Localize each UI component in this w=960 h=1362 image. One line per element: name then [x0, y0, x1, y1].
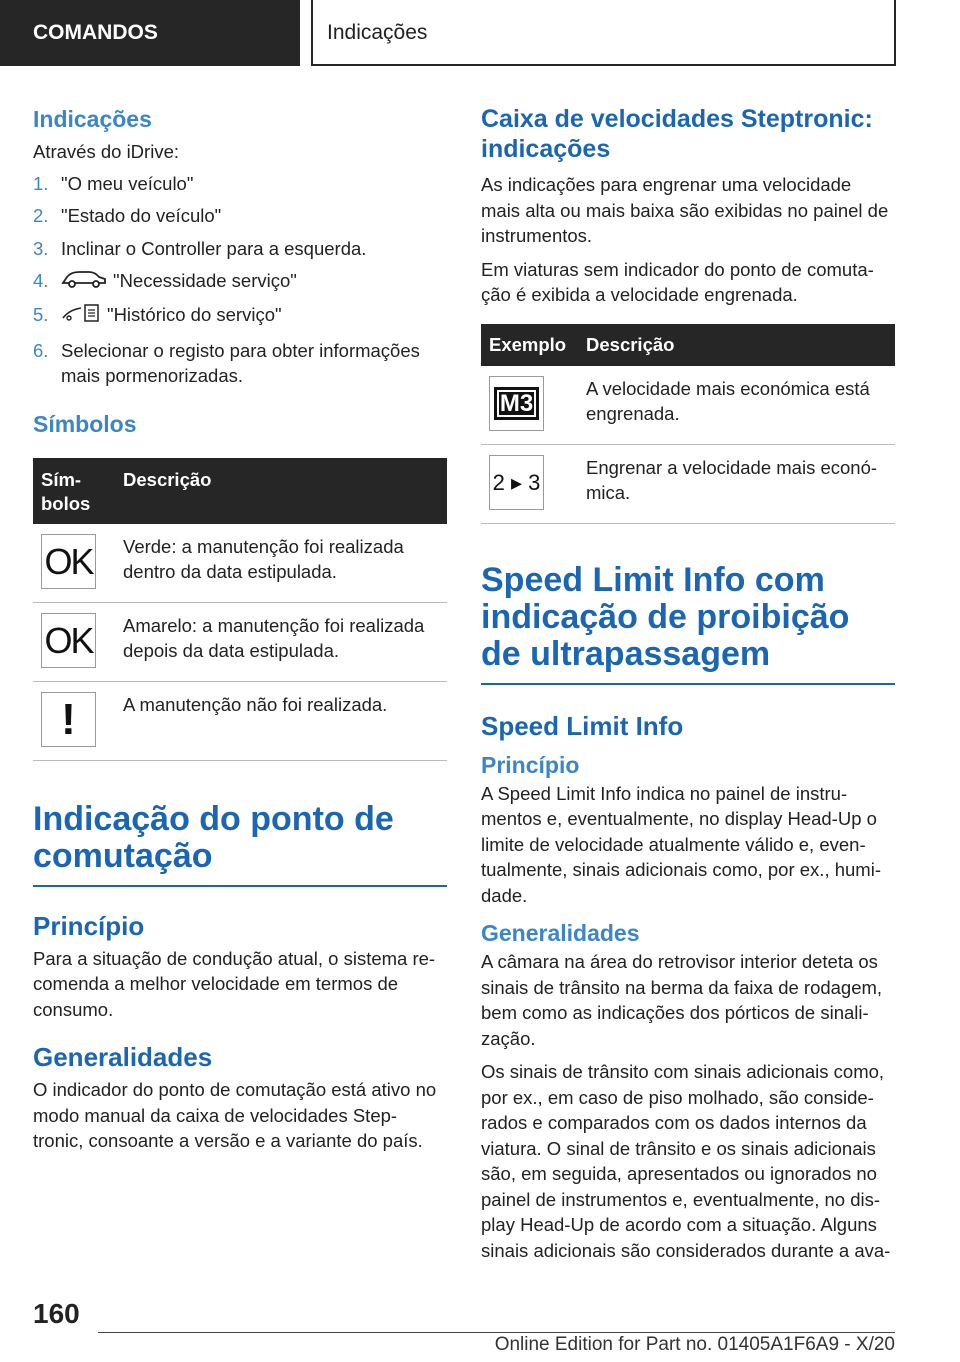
page-header [0, 0, 960, 66]
ok-green-icon: OK [41, 534, 96, 589]
list-item: 5. "Histórico do serviço" [33, 302, 447, 331]
step-list [33, 171, 447, 389]
heading-steptronic: Caixa de velocidades Steptronic: indicações [481, 105, 873, 163]
heading-shift-indicator: Indicação do ponto de comutação [33, 801, 447, 887]
footer-edition: Online Edition for Part no. 01405A1F6A9 - X/20 [494, 1334, 895, 1355]
heading-simbolos: Símbolos [33, 410, 137, 437]
gear-m3-icon: M3 [489, 376, 544, 431]
symbols-table [33, 458, 447, 761]
heading-generalidades: Generalidades [33, 1042, 213, 1073]
gear-shift-2-3-icon: 2 ▸ 3 [489, 455, 544, 510]
table-header-description: Descrição [115, 458, 447, 524]
page-number: 160 [33, 1298, 80, 1329]
ok-yellow-icon: OK [41, 613, 96, 668]
right-column [481, 104, 895, 1263]
heading-speed-limit: Speed Limit Info com indicação de proibição de ultrapassagem [481, 562, 895, 685]
car-service-icon [61, 269, 107, 296]
principio-text: Para a situação de condução atual, o sistema re-comenda a melhor velocidade em termos de consumo. [33, 947, 436, 1020]
speedlimit-generalidades-text-2: Os sinais de trânsito com sinais adicionais como, por ex., em caso de piso molhado, são conside-rados e comparados com os dados internos da viatura. O sinal de trânsito e os sinais adicionais são, em seguida, apresentados ou ignorados no painel de instrumentos e, eventualmente, no dis-play Head-Up de acordo com a situação. Alguns sinais adicionais são considerados durante a ava- [481, 1061, 891, 1261]
speedlimit-principio-text: A Speed Limit Info indica no painel de instru-mentos e, eventualmente, no display Head-Up o limite de velocidade atualmente válido e, even-tualmente, sinais adicionais como, por ex., humi-dade. [481, 782, 881, 906]
heading-indicacoes: Indicações [33, 106, 152, 132]
heading-principio-right: Princípio [481, 751, 580, 778]
list-item: 2. "Estado do veículo" [33, 205, 222, 226]
speedlimit-generalidades-text-1: A câmara na área do retrovisor interior deteta os sinais de trânsito na berma da faixa de rodagem, bem como as indicações dos pórticos de sinali-zação. [481, 951, 883, 1049]
heading-speed-limit-info: Speed Limit Info [481, 710, 684, 741]
generalidades-text: O indicador do ponto de comutação está ativo no modo manual da caixa de velocidades Step-tronic, consoante a versão e a variante do país. [33, 1079, 437, 1152]
list-item: 6. Selecionar o registo para obter informações mais pormenorizadas. [33, 339, 420, 387]
heading-generalidades-right: Generalidades [481, 920, 640, 946]
gear-table [481, 324, 895, 524]
table-row: OK Amarelo: a manutenção foi realizada depois da data estipulada. [33, 602, 447, 681]
left-column [33, 100, 447, 1154]
topic-label: Indicações [311, 0, 896, 66]
footer-divider [98, 1332, 895, 1333]
table-row: OK Verde: a manutenção foi realizada dentro da data estipulada. [33, 524, 447, 603]
steptronic-text-1: As indicações para engrenar uma velocidade mais alta ou mais baixa são exibidas no painel de instrumentos. [481, 174, 889, 246]
exclamation-icon: ! [41, 692, 96, 747]
heading-principio: Princípio [33, 910, 145, 941]
steptronic-text-2: Em viaturas sem indicador do ponto de comuta-ção é exibida a velocidade engrenada. [481, 258, 874, 305]
list-item: 3. Inclinar o Controller para a esquerda. [33, 237, 367, 259]
service-history-icon [61, 302, 101, 331]
intro-text: Através do iDrive: [33, 141, 179, 162]
table-header-description: Descrição [578, 324, 895, 366]
table-row: M3 A velocidade mais económica está engrenada. [481, 366, 895, 445]
table-row: ! A manutenção não foi realizada. [33, 681, 447, 760]
table-row: 2 ▸ 3 Engrenar a velocidade mais econó-mica. [481, 444, 895, 523]
table-header-symbols: Sím-bolos [33, 458, 115, 524]
list-item: 1. "O meu veículo" [33, 172, 194, 194]
list-item: 4. "Necessidade serviço" [33, 268, 447, 295]
chapter-label: COMANDOS [0, 0, 300, 66]
table-header-example: Exemplo [481, 324, 578, 366]
